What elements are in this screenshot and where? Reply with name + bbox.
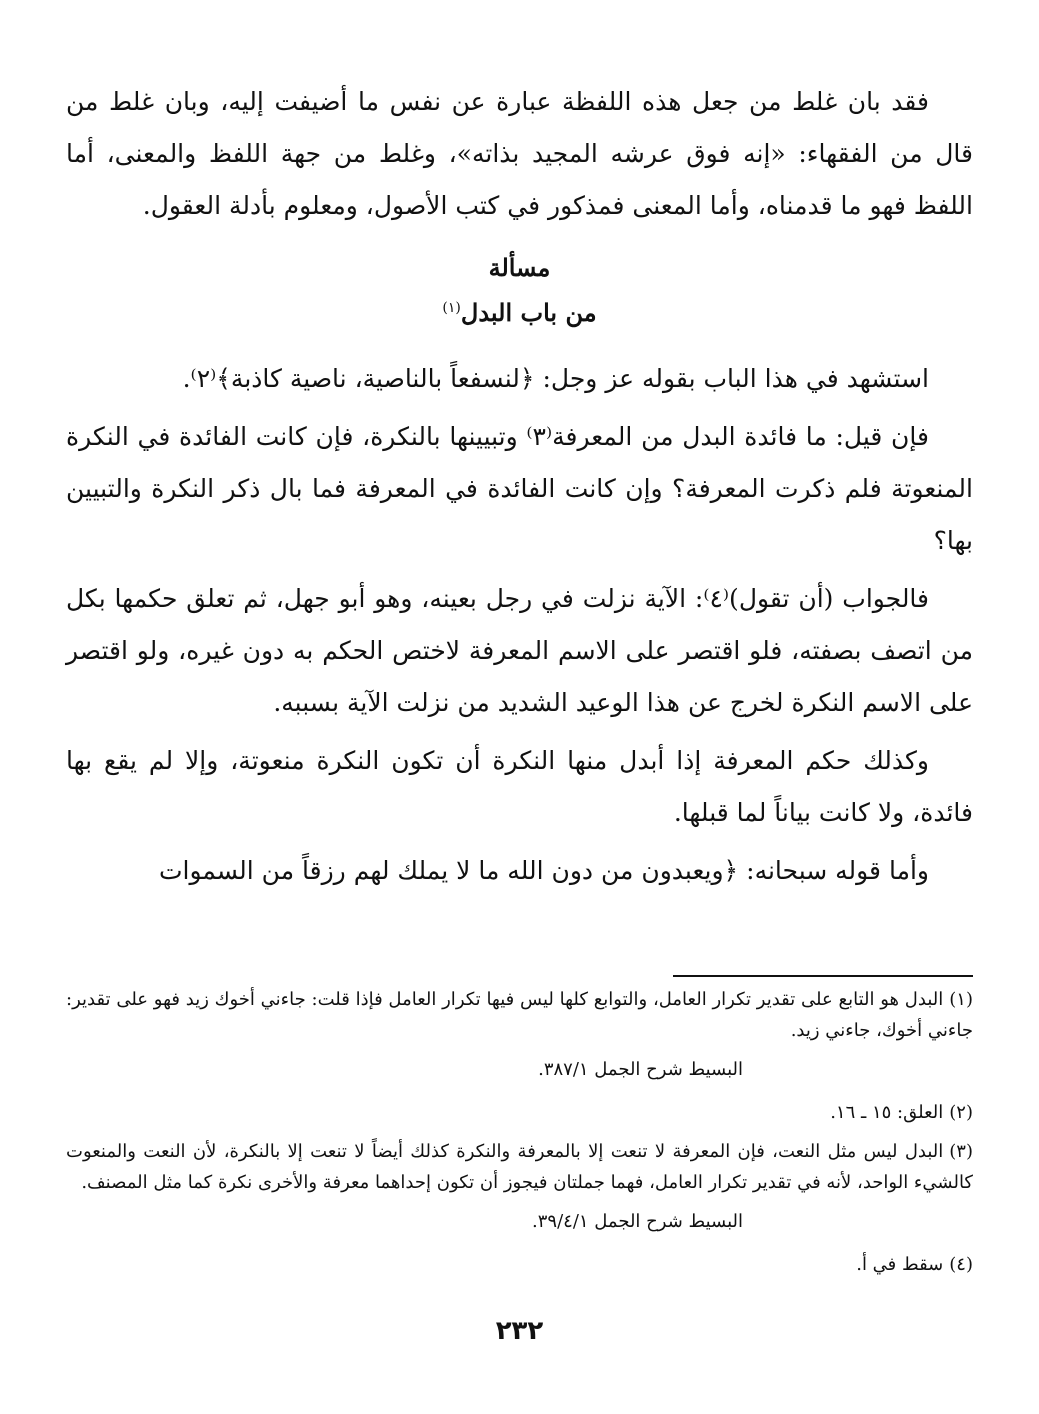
page-number: ٢٣٢ <box>495 1316 544 1346</box>
page-body <box>66 76 973 903</box>
footnote-2 <box>66 1097 973 1128</box>
paragraph-citation: استشهد في هذا الباب بقوله عز وجل: ﴿لنسفعاً بالناصية، ناصية كاذبة﴾⁽٢⁾. <box>182 364 929 393</box>
footnote-ref-1: (١) <box>442 300 461 316</box>
paragraph-conclusion: فقد بان غلط من جعل هذه اللفظة عبارة عن نفس ما أضيفت إليه، وبان غلط من قال من الفقهاء: «إنه فوق عرشه المجيد بذاته»، وغلط من جهة اللفظ والمعنى، أما اللفظ فهو ما قدمناه، وأما المعنى فمذكور في كتب الأصول، ومعلوم بأدلة العقول. <box>66 87 973 220</box>
footnote-3-text: البدل ليس مثل النعت، فإن المعرفة لا تنعت إلا بالمعرفة والنكرة كذلك أيضاً لا تنعت إلا بالنكرة، لأن النعت والمنعوت كالشيء الواحد، لأنه في تقدير تكرار العامل، فهما جملتان فيجوز أن تكون إحداهما معرفة والأخرى نكرة كما مثل المصنف. <box>66 1141 973 1193</box>
paragraph-ruling: وكذلك حكم المعرفة إذا أبدل منها النكرة أن تكون النكرة منعوتة، وإلا لم يقع بها فائدة، ولا كانت بياناً لما قبلها. <box>66 746 973 827</box>
section-title: مسألة <box>488 253 551 282</box>
paragraph-question: فإن قيل: ما فائدة البدل من المعرفة⁽٣⁾ وتبيينها بالنكرة، فإن كانت الفائدة في النكرة المنعوتة فلم ذكرت المعرفة؟ وإن كانت الفائدة في المعرفة فما بال ذكر النكرة والتبيين بها؟ <box>66 422 973 555</box>
section-subtitle <box>66 288 973 333</box>
footnote-2-number: (٢) <box>949 1102 973 1123</box>
footnote-3 <box>66 1136 973 1198</box>
footnote-3-source: البسيط شرح الجمل ٣٩/٤/١. <box>532 1211 743 1232</box>
footnote-3-number: (٣) <box>949 1141 973 1162</box>
footnote-2-text: العلق: ١٥ ـ ١٦. <box>830 1102 944 1123</box>
footnote-4 <box>66 1249 973 1280</box>
footnotes-section <box>66 984 973 1288</box>
footnote-4-number: (٤) <box>949 1254 973 1275</box>
footnote-1-text: البدل هو التابع على تقدير تكرار العامل، والتوابع كلها ليس فيها تكرار العامل فإذا قلت: جاءني أخوك زيد فهو على تقدير: جاءني أخوك، جاءني زيد. <box>66 989 973 1041</box>
paragraph-verse: وأما قوله سبحانه: ﴿ويعبدون من دون الله ما لا يملك لهم رزقاً من السموات <box>159 856 929 885</box>
paragraph-answer: فالجواب (أن تقول)⁽٤⁾: الآية نزلت في رجل بعينه، وهو أبو جهل، ثم تعلق حكمها بكل من اتصف بصفته، فلو اقتصر على الاسم المعرفة لاختص الحكم به دون غيره، ولو اقتصر على الاسم النكرة لخرج عن هذا الوعيد الشديد من نزلت الآية بسببه. <box>66 584 973 717</box>
footnote-1-source: البسيط شرح الجمل ٣٨٧/١. <box>538 1059 743 1080</box>
footnote-1 <box>66 984 973 1046</box>
footnote-4-text: سقط في أ. <box>856 1254 944 1275</box>
footnote-1-number: (١) <box>949 989 973 1010</box>
section-subtitle-text: من باب البدل <box>460 298 597 327</box>
footnote-divider <box>673 975 973 977</box>
